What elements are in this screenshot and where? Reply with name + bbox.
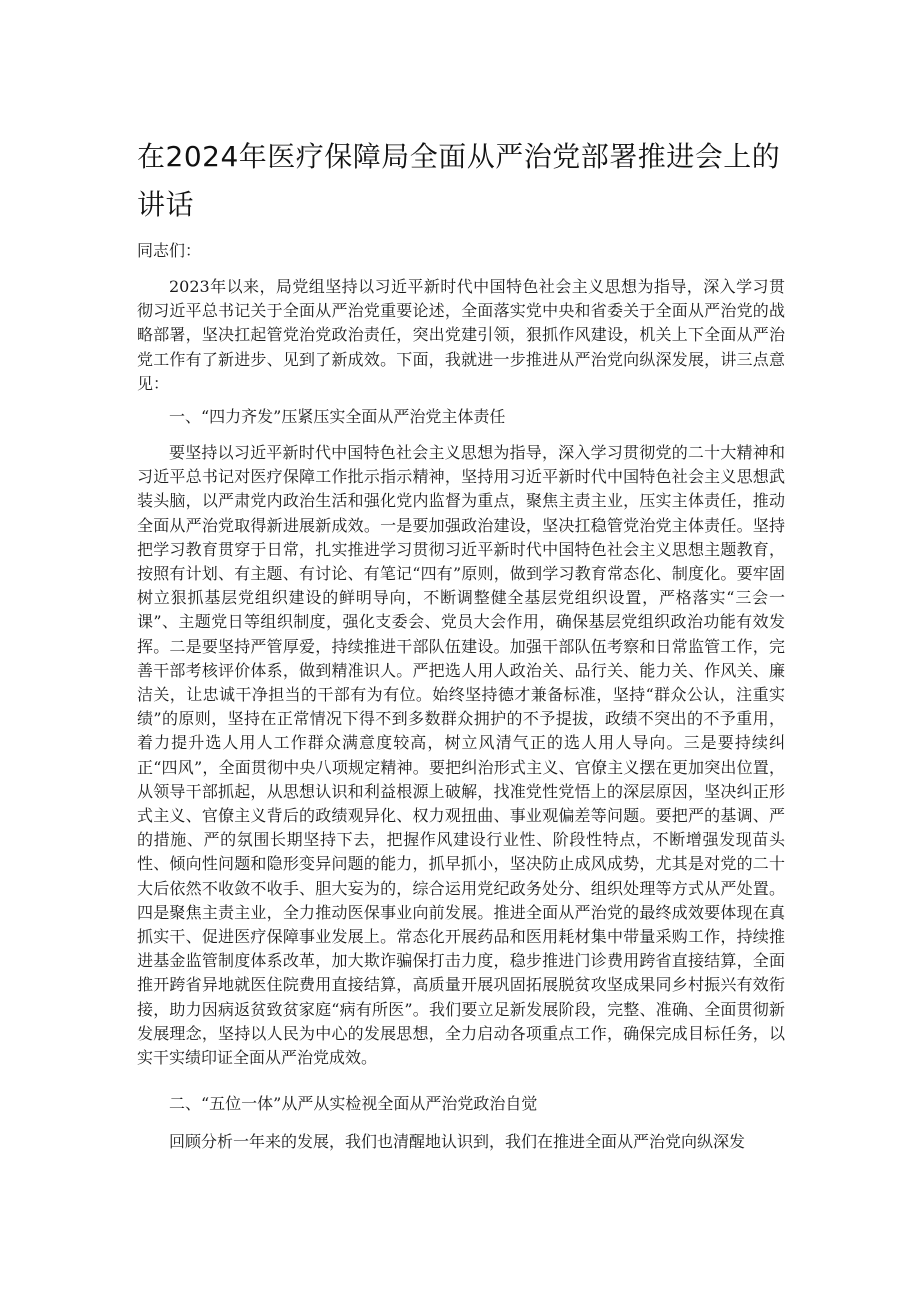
document-page <box>137 133 785 1164</box>
document-title: 在2024年医疗保障局全面从严治党部署推进会上的讲话 <box>137 140 781 221</box>
intro-paragraph: 2023年以来，局党组坚持以习近平新时代中国特色社会主义思想为指导，深入学习贯彻习近平总书记关于全面从严治党重要论述，全面落实党中央和省委关于全面从严治党的战略部署，坚决扛起管党治党政治责任，突出党建引领，狠抓作风建设，机关上下全面从严治党工作有了新进步、见到了新成效。下面，我就进一步推进从严治党向纵深发展，讲三点意见： <box>137 277 785 393</box>
section-1-heading: 一、“四力齐发”压紧压实全面从严治党主体责任 <box>169 407 506 427</box>
salutation: 同志们： <box>137 241 202 260</box>
section-2-body: 回顾分析一年来的发展，我们也清醒地认识到，我们在推进全面从严治党向纵深发 <box>169 1132 746 1152</box>
section-1-body: 要坚持以习近平新时代中国特色社会主义思想为指导，深入学习贯彻党的二十大精神和习近平总书记对医疗保障工作批示指示精神，坚持用习近平新时代中国特色社会主义思想武装头脑，以严肃党内政治生活和强化党内监督为重点，聚焦主责主业，压实主体责任，推动全面从严治党取得新进展新成效。一是要加强政治建设，坚决扛稳管党治党主体责任。坚持把学习教育贯穿于日常，扎实推进学习贯彻习近平新时代中国特色社会主义思想主题教育，按照有计划、有主题、有讨论、有笔记“四有”原则，做到学习教育常态化、制度化。要牢固树立狠抓基层党组织建设的鲜明导向，不断调整健全基层党组织设置，严格落实“三会一课”、主题党日等组织制度，强化支委会、党员大会作用，确保基层党组织政治功能有效发挥。二是要坚持严管厚爱，持续推进干部队伍建设。加强干部队伍考察和日常监管工作，完善干部考核评价体系，做到精准识人。严把选人用人政治关、品行关、能力关、作风关、廉洁关，让忠诚干净担当的干部有为有位。始终坚持德才兼备标准，坚持“群众公认，注重实绩”的原则，坚持在正常情况下得不到多数群众拥护的不予提拔，政绩不突出的不予重用，着力提升选人用人工作群众满意度较高，树立风清气正的选人用人导向。三是要持续纠正“四风”，全面贯彻中央八项规定精神。要把纠治形式主义、官僚主义摆在更加突出位置，从领导干部抓起，从思想认识和利益根源上破解，找准党性党悟上的深层原因，坚决纠正形式主义、官僚主义背后的政绩观异化、权力观扭曲、事业观偏差等问题。要把严的基调、严的措施、严的氛围长期坚持下去，把握作风建设行业性、阶段性特点，不断增强发现苗头性、倾向性问题和隐形变异问题的能力，抓早抓小，坚决防止成风成势，尤其是对党的二十大后依然不收敛不收手、胆大妄为的，综合运用党纪政务处分、组织处理等方式从严处置。四是聚焦主责主业，全力推动医保事业向前发展。推进全面从严治党的最终成效要体现在真抓实干、促进医疗保障事业发展上。常态化开展药品和医用耗材集中带量采购工作，持续推进基金监管制度体系改革，加大欺诈骗保打击力度，稳步推进门诊费用跨省直接结算，全面推开跨省异地就医住院费用直接结算，高质量开展巩固拓展脱贫攻坚成果同乡村振兴有效衔接，助力因病返贫致贫家庭“病有所医”。我们要立足新发展阶段，完整、准确、全面贯彻新发展理念，坚持以人民为中心的发展思想，全力启动各项重点工作，确保完成目标任务，以实干实绩印证全面从严治党成效。 <box>137 443 785 1068</box>
section-2-heading: 二、“五位一体”从严从实检视全面从严治党政治自觉 <box>169 1094 538 1114</box>
